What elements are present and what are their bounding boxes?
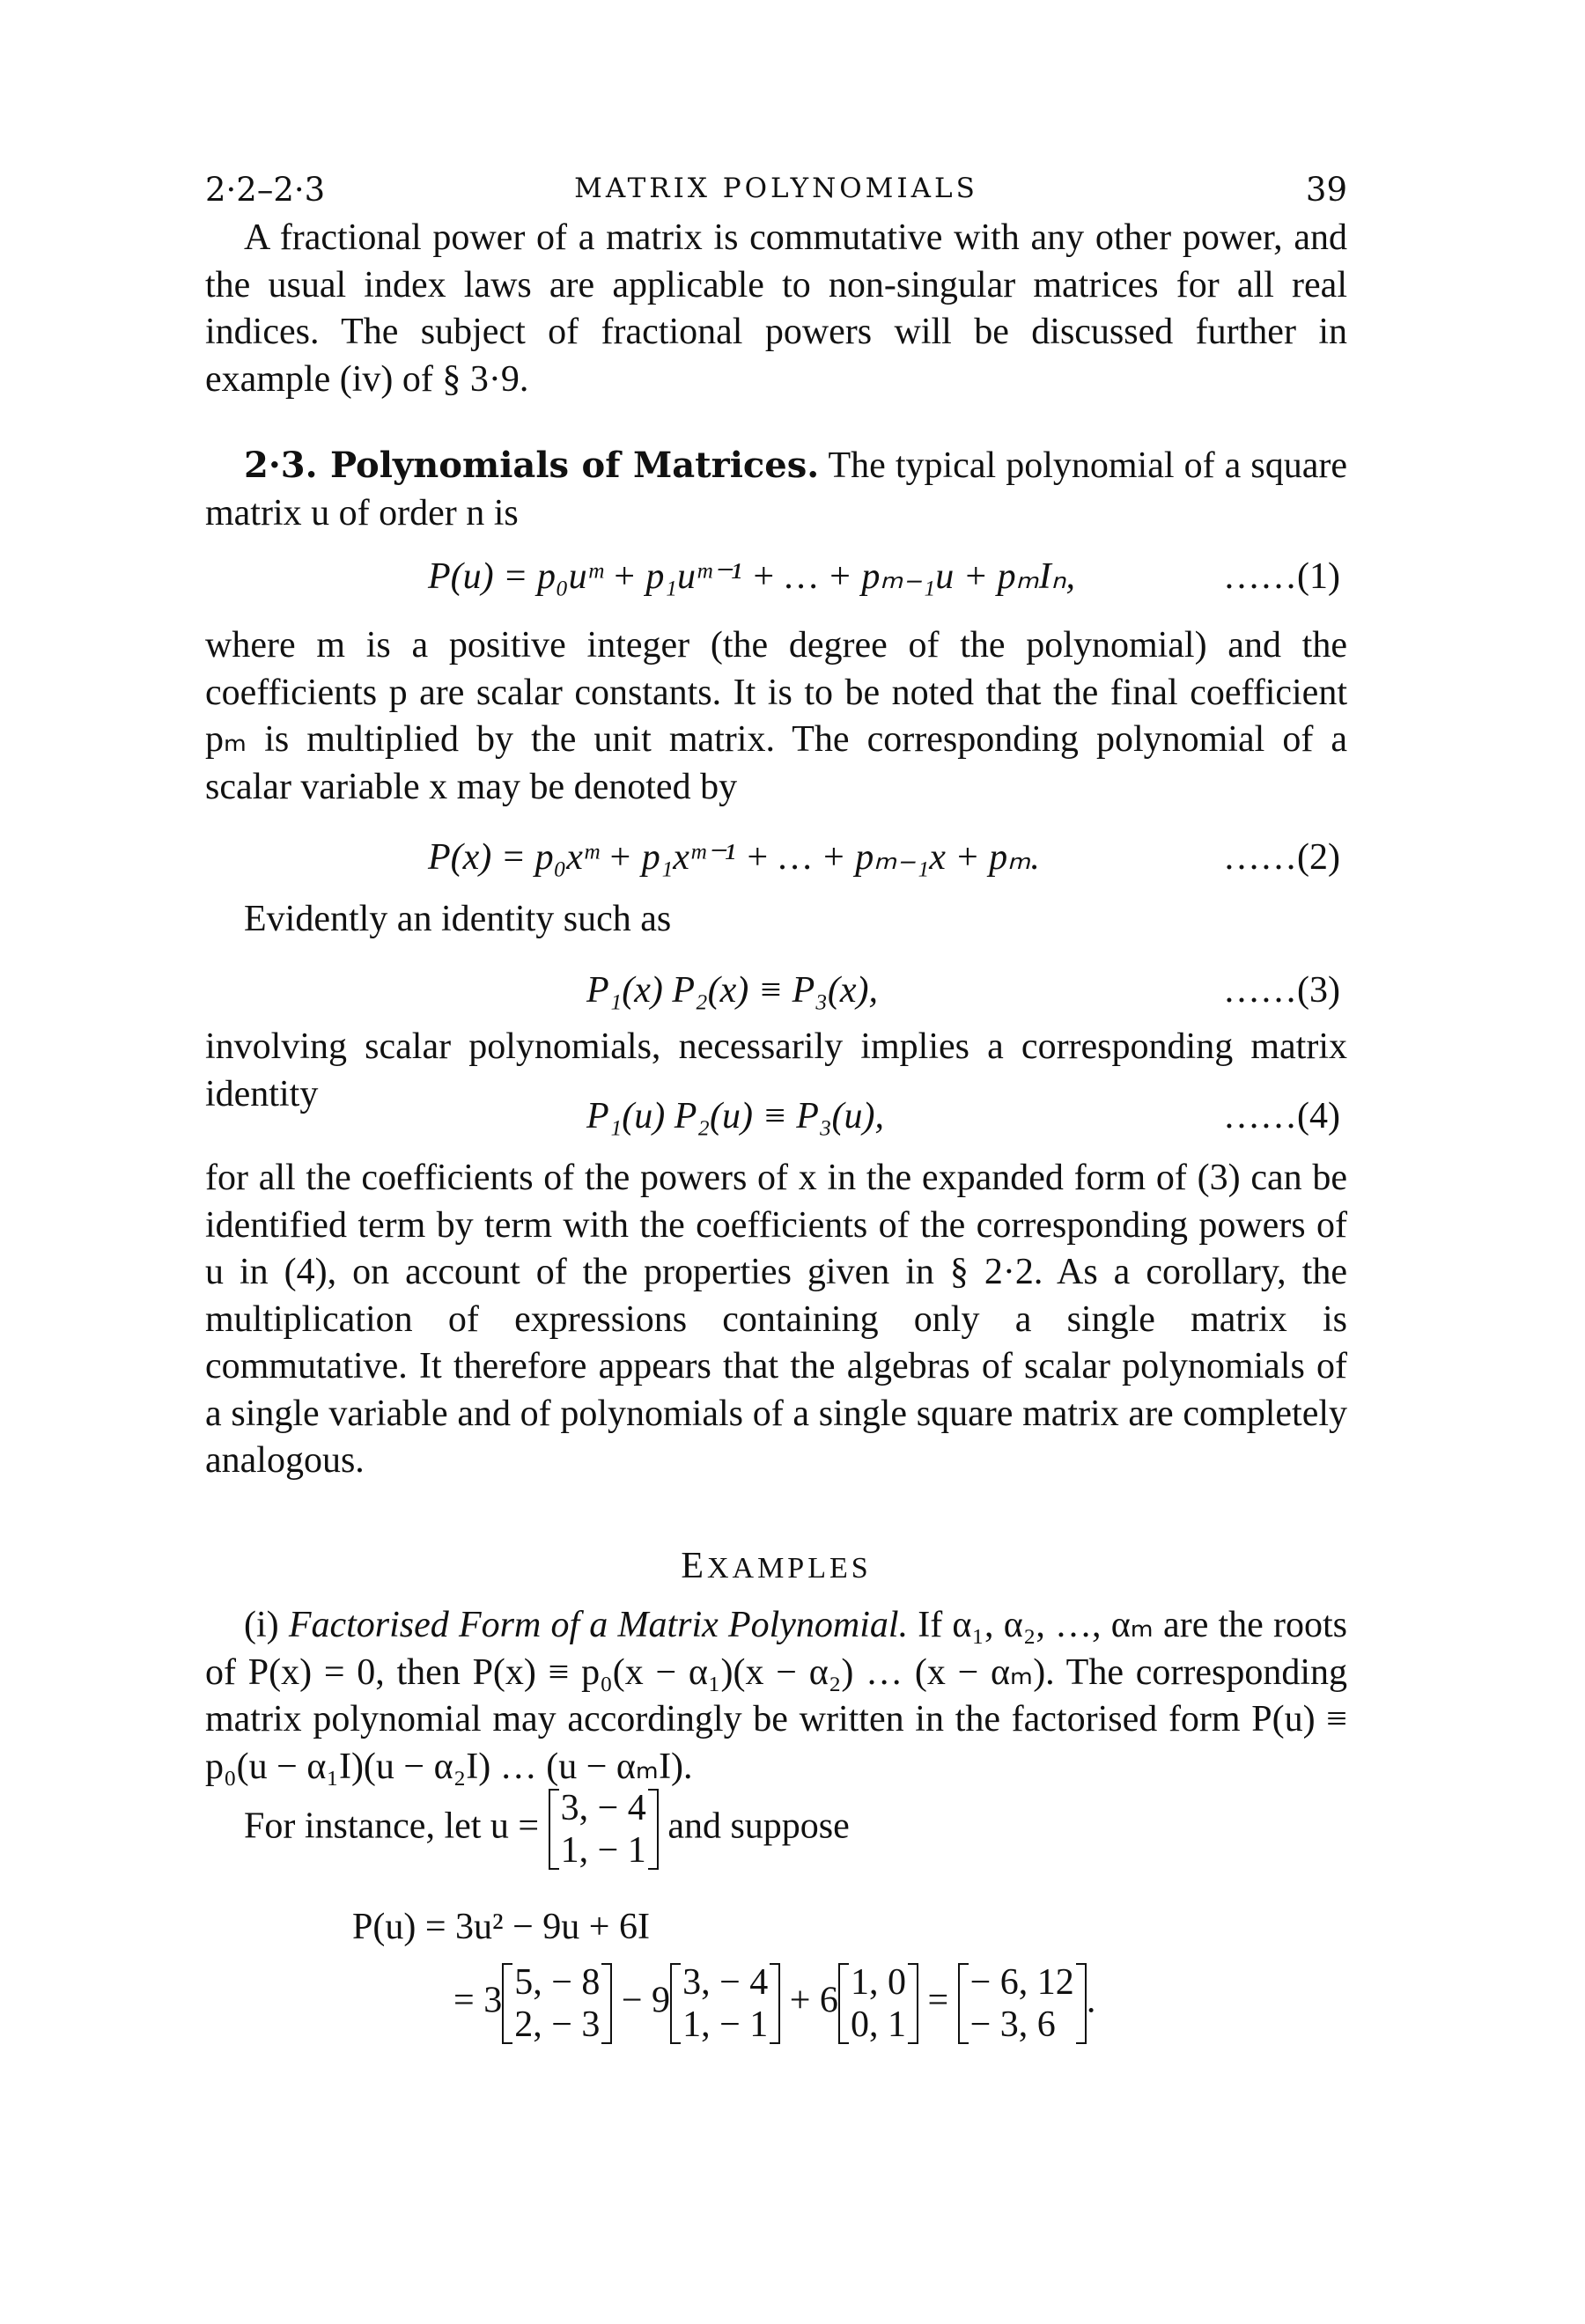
- instance-suffix: and suppose: [667, 1806, 850, 1847]
- example-1: [205, 1602, 1347, 1791]
- equation-4-number: ……(4): [1223, 1096, 1340, 1136]
- equation-2-number: ……(2): [1223, 837, 1340, 878]
- matrix-result: − 6, 12 − 3, 6: [958, 1961, 1087, 2046]
- running-title: MATRIX POLYNOMIALS: [574, 173, 978, 204]
- instance-line: [244, 1787, 850, 1872]
- instance-prefix: For instance, let u =: [244, 1806, 540, 1847]
- calc-line-2: = 3 5, − 8 2, − 3 − 9 3, − 4 1, − 1 + 6 1, 0 0, 1 = − 6, 12 − 3, 6 .: [453, 1962, 1096, 2045]
- equation-3-number: ……(3): [1223, 970, 1340, 1011]
- equation-2: [205, 831, 1347, 884]
- equation-1-body: P(u) = p₀uᵐ + p₁uᵐ⁻¹ + … + pₘ₋₁u + pₘIₙ,: [428, 556, 1075, 597]
- page-number: 39: [1305, 171, 1347, 209]
- paragraph-degree: where m is a positive integer (the degree of the polynomial) and the coefficients p are scalar constants. It is to be noted that the final coefficient pₘ is multiplied by the unit matrix. The corresponding polynomial of a scalar variable x may be denoted by: [205, 625, 1347, 807]
- example-1-title: Factorised Form of a Matrix Polynomial.: [288, 1605, 909, 1645]
- equation-4: [205, 1090, 1347, 1143]
- examples-heading: EXAMPLES: [681, 1546, 872, 1586]
- section-heading: 2·3. Polynomials of Matrices.: [244, 445, 820, 486]
- equation-1: [205, 550, 1347, 603]
- section-2-3-intro: [205, 442, 1347, 537]
- equation-1-number: ……(1): [1223, 556, 1340, 597]
- example-1-text: If α₁, α₂, …, αₘ are the roots of P(x) = 0, then P(x) ≡ p₀(x − α₁)(x − α₂) … (x − αₘ). The corresponding matrix polynomial may accordingly be written in the factorised form P(u) ≡ p₀(u − α₁I)(u − α₂I) … (u − αₘI).: [205, 1605, 1347, 1787]
- example-1-label: (i): [244, 1605, 279, 1645]
- matrix-u: 3, − 4 1, − 1: [549, 1787, 659, 1872]
- equation-3-body: P₁(x) P₂(x) ≡ P₃(x),: [586, 970, 878, 1011]
- section-range: 2·2–2·3: [205, 171, 326, 209]
- equation-2-body: P(x) = p₀xᵐ + p₁xᵐ⁻¹ + … + pₘ₋₁x + pₘ.: [428, 837, 1040, 878]
- running-head: [205, 164, 1347, 217]
- equation-3: [205, 964, 1347, 1017]
- calc-line-1: P(u) = 3u² − 9u + 6I: [352, 1907, 650, 1947]
- equation-4-body: P₁(u) P₂(u) ≡ P₃(u),: [586, 1096, 885, 1136]
- paragraph-coefficients: for all the coefficients of the powers of x in the expanded form of (3) can be identified term by term with the coefficients of the corresponding powers of u in (4), on account of the properties given in § 2·2. As a corollary, the multiplication of expressions containing only a single matrix is commutative. It therefore appears that the algebras of scalar polynomials of a single variable and of polynomials of a single square matrix are completely analogous.: [205, 1158, 1347, 1481]
- matrix-u-squared: 5, − 8 2, − 3: [502, 1961, 612, 2046]
- matrix-u-repeat: 3, − 4 1, − 1: [670, 1961, 780, 2046]
- paragraph-fractional-power: A fractional power of a matrix is commutative with any other power, and the usual index laws are applicable to non-singular matrices for all real indices. The subject of fractional powers will be discussed further in example (iv) of § 3·9.: [205, 217, 1347, 400]
- paragraph-identity: Evidently an identity such as: [244, 899, 672, 939]
- section-intro-text: The typical polynomial of a square matrix u of order n is: [205, 445, 1347, 533]
- matrix-identity: 1, 0 0, 1: [838, 1961, 918, 2046]
- paragraph-scalar-polynomials: involving scalar polynomials, necessarily implies a corresponding matrix identity: [205, 1026, 1347, 1114]
